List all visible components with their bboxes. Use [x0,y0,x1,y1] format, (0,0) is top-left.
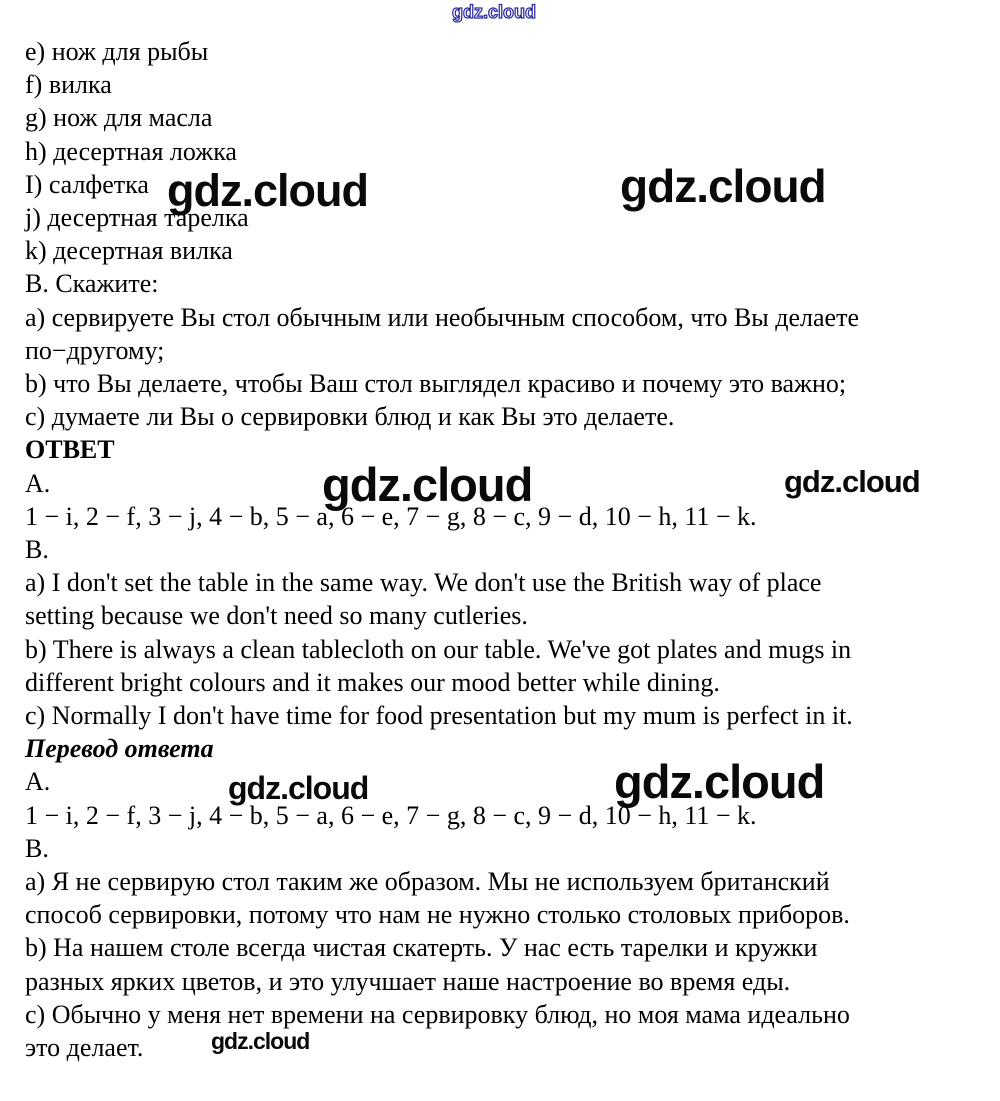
translation-heading: Перевод ответа [25,734,214,764]
answer-section-b: B. [25,535,49,565]
gdz-cloud-watermark: gdz.cloud [228,770,369,806]
document-body [25,35,990,1064]
gdz-cloud-watermark: gdz.cloud [322,458,533,511]
answer-section-a: A. [25,468,51,498]
task-b-heading: B. Скажите: [25,269,159,299]
answer-en-a-cont: setting because we don't need so many cutleries. [25,601,528,631]
list-item-j: j) десертная тарелка [25,203,249,233]
list-item-f: f) вилка [25,70,112,100]
gdz-cloud-watermark: gdz.cloud [614,755,825,808]
answer-en-b-cont: different bright colours and it makes our mood better while dining. [25,667,720,697]
answer-en-b: b) There is always a clean tablecloth on our table. We've got plates and mugs in [25,634,852,664]
translation-section-a: A. [25,767,51,797]
answer-en-c: c) Normally I don't have time for food presentation but my mum is perfect in it. [25,701,853,731]
answer-en-a: a) I don't set the table in the same way. We don't use the British way of place [25,568,822,598]
gdz-cloud-watermark: gdz.cloud [211,1028,310,1054]
gdz-cloud-watermark: gdz.cloud [167,165,368,216]
translation-ru-a: a) Я не сервирую стол таким же образом. Мы не используем британский [25,867,830,897]
translation-section-b: B. [25,833,49,863]
task-item-c: c) думаете ли Вы о сервировки блюд и как Вы это делаете. [25,402,675,432]
task-item-a: a) сервируете Вы стол обычным или необычным способом, что Вы делаете [25,302,859,332]
list-item-k: k) десертная вилка [25,236,233,266]
list-item-i: I) салфетка [25,169,149,199]
translation-ru-a-cont: способ сервировки, потому что нам не нужно столько столовых приборов. [25,900,850,930]
gdz-cloud-watermark: gdz.cloud [784,464,920,499]
answer-matching: 1 − i, 2 − f, 3 − j, 4 − b, 5 − a, 6 − e, 7 − g, 8 − c, 9 − d, 10 − h, 11 − k. [25,501,757,531]
list-item-e: e) нож для рыбы [25,37,209,66]
task-item-a-cont: по−другому; [25,335,165,365]
task-item-b: b) что Вы делаете, чтобы Ваш стол выглядел красиво и почему это важно; [25,369,847,399]
gdz-cloud-watermark-top: gdz.cloud [452,2,536,22]
list-item-g: g) нож для масла [25,103,213,133]
translation-ru-b-cont: разных ярких цветов, и это улучшает наше настроение во время еды. [25,966,791,996]
gdz-cloud-watermark: gdz.cloud [620,160,826,212]
answer-heading: ОТВЕТ [25,435,115,465]
list-item-h: h) десертная ложка [25,136,237,166]
translation-ru-c-cont: это делает. [25,1033,144,1063]
translation-matching: 1 − i, 2 − f, 3 − j, 4 − b, 5 − a, 6 − e, 7 − g, 8 − c, 9 − d, 10 − h, 11 − k. [25,800,757,830]
translation-ru-c: c) Обычно у меня нет времени на сервировку блюд, но моя мама идеально [25,999,850,1029]
translation-ru-b: b) На нашем столе всегда чистая скатерть. У нас есть тарелки и кружки [25,933,818,963]
